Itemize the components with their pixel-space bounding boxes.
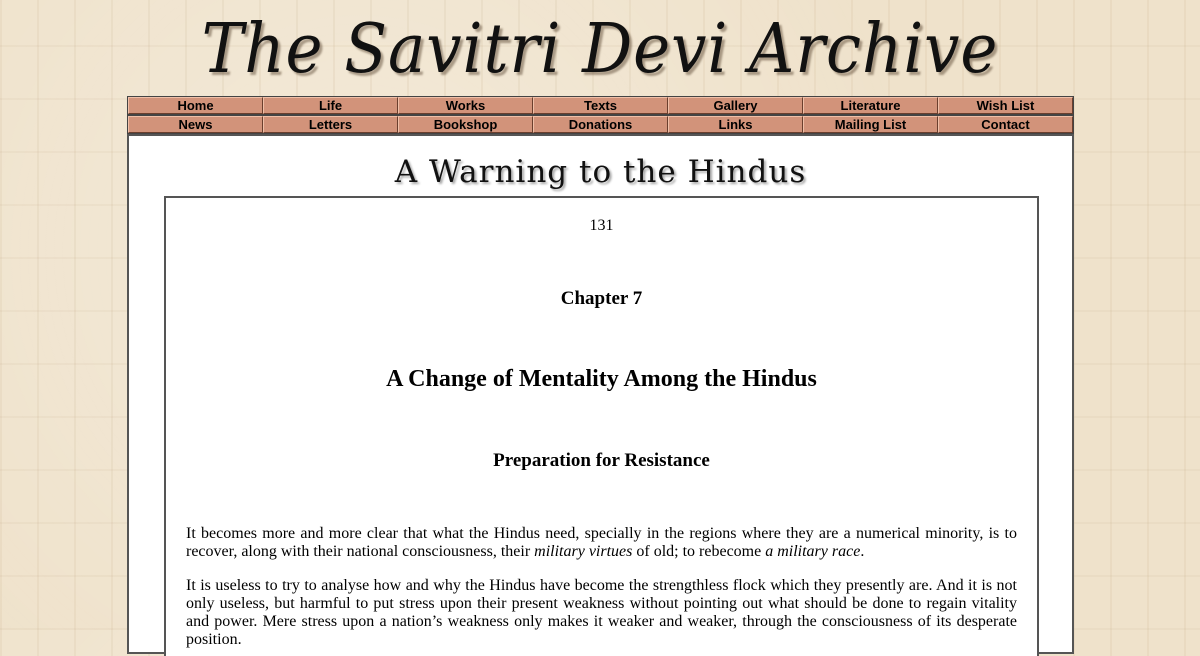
- chapter-title: A Change of Mentality Among the Hindus: [386, 366, 817, 392]
- nav-links[interactable]: Links: [668, 116, 803, 133]
- text-frame: [164, 196, 1039, 656]
- paragraph-1: [186, 525, 1017, 561]
- paragraph-2: It is useless to try to analyse how and why the Hindus have become the strengthless flock which they presently are. And it is not only useless, but harmful to put stress upon their present weakness without pointing out what should be done to regain vitality and power. Mere stress upon a nation’s weakness only makes it weaker and weaker, through the consciousness of its desperate position.: [186, 577, 1017, 648]
- nav-works[interactable]: Works: [398, 97, 533, 114]
- nav-texts[interactable]: Texts: [533, 97, 668, 114]
- nav-home[interactable]: Home: [128, 97, 263, 114]
- nav-life[interactable]: Life: [263, 97, 398, 114]
- nav-news[interactable]: News: [128, 116, 263, 133]
- nav-bookshop[interactable]: Bookshop: [398, 116, 533, 133]
- nav-contact[interactable]: Contact: [938, 116, 1073, 133]
- nav-letters[interactable]: Letters: [263, 116, 398, 133]
- nav-bar-primary: [127, 96, 1074, 115]
- page-number: 131: [589, 217, 614, 234]
- paragraph-1-text-3: .: [860, 543, 865, 560]
- paragraph-1-emphasis-military-virtues: military virtues: [534, 543, 633, 560]
- paragraph-1-text-2: of old; to rebecome: [632, 543, 766, 560]
- site-title: The Savitri Devi Archive: [201, 10, 999, 89]
- nav-gallery[interactable]: Gallery: [668, 97, 803, 114]
- nav-donations[interactable]: Donations: [533, 116, 668, 133]
- section-title: Preparation for Resistance: [493, 450, 710, 471]
- paragraph-1-text: It becomes more and more clear that what the Hindus need, specially in the regions where they are a numerical minority, is to recover, along with their national consciousness, their: [186, 525, 1017, 560]
- nav-bar-secondary: [127, 115, 1074, 134]
- nav-literature[interactable]: Literature: [803, 97, 938, 114]
- paragraph-1-emphasis-military-race: a military race: [765, 543, 861, 560]
- page-heading: A Warning to the Hindus: [394, 154, 807, 190]
- nav-mailing-list[interactable]: Mailing List: [803, 116, 938, 133]
- nav-wish-list[interactable]: Wish List: [938, 97, 1073, 114]
- content-panel: [127, 134, 1074, 654]
- chapter-label: Chapter 7: [560, 288, 643, 309]
